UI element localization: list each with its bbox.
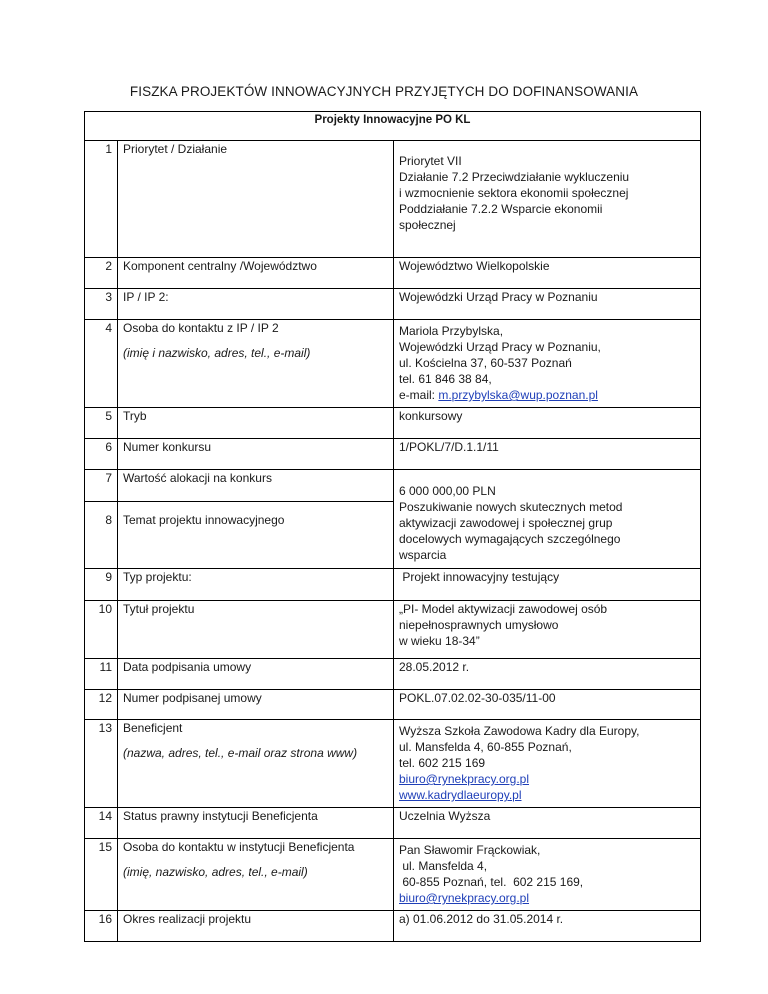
- row-label: Numer konkursu: [118, 439, 394, 470]
- row-label-text: Beneficjent: [123, 721, 183, 735]
- row-label-text: Osoba do kontaktu w instytucji Beneficjenta: [123, 840, 355, 854]
- contact-person-email-link[interactable]: biuro@rynekpracy.org.pl: [399, 891, 530, 905]
- row-value: [394, 720, 701, 808]
- row-label-text: Osoba do kontaktu z IP / IP 2: [123, 321, 279, 335]
- value-line: ul. Mansfelda 4, 60-855 Poznań,: [399, 740, 572, 754]
- row-number: 6: [85, 439, 118, 470]
- row-number: 11: [85, 659, 118, 690]
- row-label: Numer podpisanej umowy: [118, 690, 394, 720]
- value-line: 60-855 Poznań, tel. 602 215 169,: [399, 875, 584, 889]
- value-line: docelowych wymagających szczególnego: [399, 532, 621, 546]
- value-line: aktywizacji zawodowej i społecznej grup: [399, 516, 613, 530]
- table-row: [85, 439, 701, 470]
- row-value: [394, 839, 701, 911]
- value-line: w wieku 18-34”: [399, 634, 480, 648]
- table-row: [85, 470, 701, 502]
- row-label: [118, 839, 394, 911]
- row-label: Tryb: [118, 408, 394, 439]
- row-number: 15: [85, 839, 118, 911]
- row-number: 10: [85, 601, 118, 659]
- value-line: Poszukiwanie nowych skutecznych metod: [399, 500, 623, 514]
- row-number: 2: [85, 258, 118, 289]
- value-line: tel. 602 215 169: [399, 756, 486, 770]
- row-value: [394, 141, 701, 258]
- value-line: wsparcia: [399, 548, 447, 562]
- value-line: i wzmocnienie sektora ekonomii społecznej: [399, 186, 629, 200]
- row-value: POKL.07.02.02-30-035/11-00: [394, 690, 701, 720]
- value-line: Działanie 7.2 Przeciwdziałanie wykluczeniu: [399, 170, 630, 184]
- row-value: Województwo Wielkopolskie: [394, 258, 701, 289]
- table-row: [85, 289, 701, 320]
- table-header: Projekty Innowacyjne PO KL: [85, 112, 701, 141]
- row-value: a) 01.06.2012 do 31.05.2014 r.: [394, 911, 701, 942]
- value-line: niepełnosprawnych umysłowo: [399, 618, 559, 632]
- email-prefix: e-mail:: [399, 388, 439, 402]
- value-line: [399, 387, 695, 403]
- row-label: Priorytet / Działanie: [118, 141, 394, 258]
- table-row: [85, 258, 701, 289]
- row-number: 13: [85, 720, 118, 808]
- row-number: 9: [85, 569, 118, 601]
- table-row: [85, 690, 701, 720]
- value-line: Pan Sławomir Frąckowiak,: [399, 843, 541, 857]
- table-row: [85, 320, 701, 408]
- row-number: 3: [85, 289, 118, 320]
- row-value: [394, 601, 701, 659]
- row-number: 7: [85, 470, 118, 502]
- row-number: 4: [85, 320, 118, 408]
- project-table: [84, 111, 701, 942]
- row-number: 1: [85, 141, 118, 258]
- row-value: [394, 470, 701, 569]
- row-number: 5: [85, 408, 118, 439]
- table-row: [85, 601, 701, 659]
- row-label: Tytuł projektu: [118, 601, 394, 659]
- value-line: społecznej: [399, 218, 456, 232]
- row-value: Wojewódzki Urząd Pracy w Poznaniu: [394, 289, 701, 320]
- row-sublabel: (imię, nazwisko, adres, tel., e-mail): [123, 865, 308, 879]
- row-value: Projekt innowacyjny testujący: [394, 569, 701, 601]
- row-value: 28.05.2012 r.: [394, 659, 701, 690]
- value-line: Poddziałanie 7.2.2 Wsparcie ekonomii: [399, 202, 603, 216]
- table-row: [85, 839, 701, 911]
- row-number: 12: [85, 690, 118, 720]
- row-value: [394, 320, 701, 408]
- value-line: Priorytet VII: [399, 154, 462, 168]
- document-title: FISZKA PROJEKTÓW INNOWACYJNYCH PRZYJĘTYCH DO DOFINANSOWANIA: [129, 84, 639, 99]
- table-row: [85, 659, 701, 690]
- row-label: Komponent centralny /Województwo: [118, 258, 394, 289]
- row-number: 8: [85, 502, 118, 569]
- table-row: [85, 141, 701, 258]
- row-number: 14: [85, 808, 118, 839]
- row-number: 16: [85, 911, 118, 942]
- table-row: [85, 911, 701, 942]
- row-label: Status prawny instytucji Beneficjenta: [118, 808, 394, 839]
- value-line: Wyższa Szkoła Zawodowa Kadry dla Europy,: [399, 724, 640, 738]
- value-line: tel. 61 846 38 84,: [399, 372, 492, 386]
- row-label: [118, 720, 394, 808]
- value-line: Mariola Przybylska,: [399, 324, 504, 338]
- value-line: ul. Mansfelda 4,: [399, 859, 488, 873]
- value-line: ul. Kościelna 37, 60-537 Poznań: [399, 356, 572, 370]
- table-row: [85, 720, 701, 808]
- value-line: Wojewódzki Urząd Pracy w Poznaniu,: [399, 340, 601, 354]
- row-label: Okres realizacji projektu: [118, 911, 394, 942]
- table-row: [85, 569, 701, 601]
- beneficiary-email-link[interactable]: biuro@rynekpracy.org.pl: [399, 772, 530, 786]
- row-label: Temat projektu innowacyjnego: [118, 502, 394, 569]
- value-line: 6 000 000,00 PLN: [399, 484, 496, 498]
- row-label: IP / IP 2:: [118, 289, 394, 320]
- row-value: konkursowy: [394, 408, 701, 439]
- table-row: [85, 408, 701, 439]
- row-sublabel: (nazwa, adres, tel., e-mail oraz strona www): [123, 746, 358, 760]
- row-label: Data podpisania umowy: [118, 659, 394, 690]
- contact-email-link[interactable]: m.przybylska@wup.poznan.pl: [438, 388, 598, 402]
- row-label: [118, 320, 394, 408]
- row-value: Uczelnia Wyższa: [394, 808, 701, 839]
- table-row: [85, 808, 701, 839]
- row-value: 1/POKL/7/D.1.1/11: [394, 439, 701, 470]
- row-label: Wartość alokacji na konkurs: [118, 470, 394, 502]
- table-header-row: [85, 112, 701, 141]
- row-label: Typ projektu:: [118, 569, 394, 601]
- row-sublabel: (imię i nazwisko, adres, tel., e-mail): [123, 346, 311, 360]
- value-line: „PI- Model aktywizacji zawodowej osób: [399, 602, 608, 616]
- beneficiary-website-link[interactable]: www.kadrydlaeuropy.pl: [399, 788, 522, 802]
